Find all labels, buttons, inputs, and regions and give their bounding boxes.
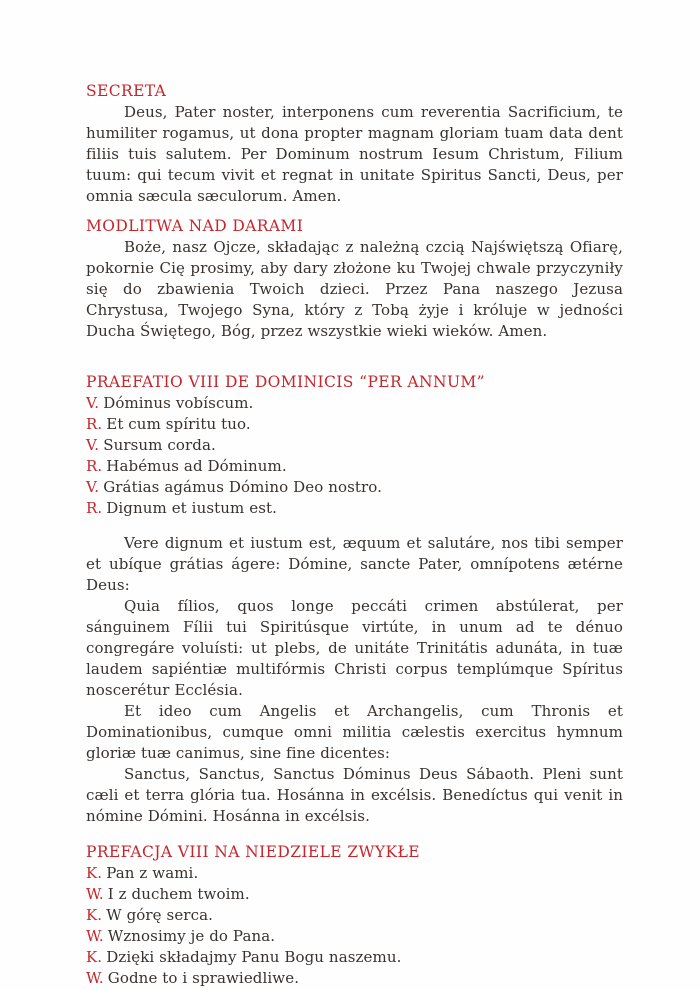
heading-secreta: SECRETA [86,82,167,100]
offertory-prayer-text: Boże, nasz Ojcze, składając z należną czcią Najświętszą Ofiarę, pokornie Cię prosimy, aby dary złożone ku Twojej chwale przyczyniły się do zbawienia Twoich dzieci. Przez Pana naszego Jezusa Chrystusa, Twojego Syna, który z Tobą żyje i króluje w jedności Ducha Świętego, Bóg, przez wszystkie wieki wieków. Amen. [86,238,623,340]
versicle-speaker: R. [86,415,103,433]
versicle-text: Pan z wami. [106,864,199,882]
heading-praefatio: PRAEFATIO VIII DE DOMINICIS “PER ANNUM” [86,373,485,391]
versicle-text: Sursum corda. [103,436,216,454]
latin-preface-body [86,533,623,827]
versicle-text: Et cum spíritu tuo. [106,415,251,433]
versicle-text: Dzięki składajmy Panu Bogu naszemu. [106,948,402,966]
versicle-line [86,393,623,414]
section-prefacja-polish [86,841,623,989]
versicle-line [86,498,623,519]
versicle-line [86,477,623,498]
versicle-text: W górę serca. [106,906,213,924]
versicle-line [86,456,623,477]
versicle-speaker: W. [86,927,104,945]
section-secreta [86,80,623,207]
versicle-text: Wznosimy je do Pana. [107,927,276,945]
versicle-line [86,947,623,968]
versicle-line [86,926,623,947]
versicle-text: Dóminus vobíscum. [103,394,254,412]
section-praefatio-latin [86,371,623,827]
polish-versicle-dialogue [86,863,623,989]
page-content [86,80,623,989]
versicle-line [86,435,623,456]
preface-paragraph-vere-dignum: Vere dignum et iustum est, æquum et salutáre, nos tibi semper et ubíque grátias ágere: Dómine, sancte Pater, omnípotens ætérne Deus: [86,534,623,594]
versicle-line [86,414,623,435]
preface-paragraph-et-ideo: Et ideo cum Angelis et Archangelis, cum Thronis et Dominationibus, cumque omni militia cælestis exercitus hymnum gloriæ tuæ canimus, sine fine dicentes: [86,702,623,762]
versicle-text: Grátias agámus Dómino Deo nostro. [103,478,383,496]
latin-versicle-dialogue [86,393,623,519]
versicle-line [86,968,623,989]
versicle-speaker: K. [86,948,103,966]
versicle-line [86,863,623,884]
versicle-speaker: K. [86,864,103,882]
versicle-speaker: V. [86,436,100,454]
versicle-speaker: W. [86,969,104,987]
versicle-speaker: R. [86,499,103,517]
heading-prefacja: PREFACJA VIII NA NIEDZIELE ZWYKŁE [86,843,420,861]
versicle-line [86,905,623,926]
versicle-speaker: K. [86,906,103,924]
heading-modlitwa-nad-darami: MODLITWA NAD DARAMI [86,217,304,235]
secreta-prayer-text: Deus, Pater noster, interponens cum reverentia Sacrificium, te humiliter rogamus, ut dona propter magnam gloriam tuam data dent filiis tuis salutem. Per Dominum nostrum Iesum Christum, Filium tuum: qui tecum vivit et regnat in unitate Spiritus Sancti, Deus, per omnia sæcula sæculorum. Amen. [86,103,623,205]
versicle-text: Habémus ad Dóminum. [106,457,287,475]
sanctus-paragraph: Sanctus, Sanctus, Sanctus Dóminus Deus Sábaoth. Pleni sunt cæli et terra glória tua. Hosánna in excélsis. Benedíctus qui venit in nómine Dómini. Hosánna in excélsis. [86,765,623,825]
preface-paragraph-quia-filios: Quia fílios, quos longe peccáti crimen abstúlerat, per sánguinem Fílii tui Spiritúsque virtúte, in unum ad te dénuo congregáre voluísti: ut plebs, de unitáte Trinitátis adunáta, in tuæ laudem sapiéntiæ multifórmis Christi corpus templúmque Spíritus noscerétur Ecclésia. [86,597,623,699]
versicle-text: Dignum et iustum est. [106,499,277,517]
versicle-speaker: V. [86,478,100,496]
versicle-speaker: V. [86,394,100,412]
versicle-speaker: W. [86,885,104,903]
versicle-speaker: R. [86,457,103,475]
section-modlitwa-nad-darami [86,215,623,342]
versicle-text: I z duchem twoim. [107,885,250,903]
versicle-text: Godne to i sprawiedliwe. [107,969,300,987]
versicle-line [86,884,623,905]
